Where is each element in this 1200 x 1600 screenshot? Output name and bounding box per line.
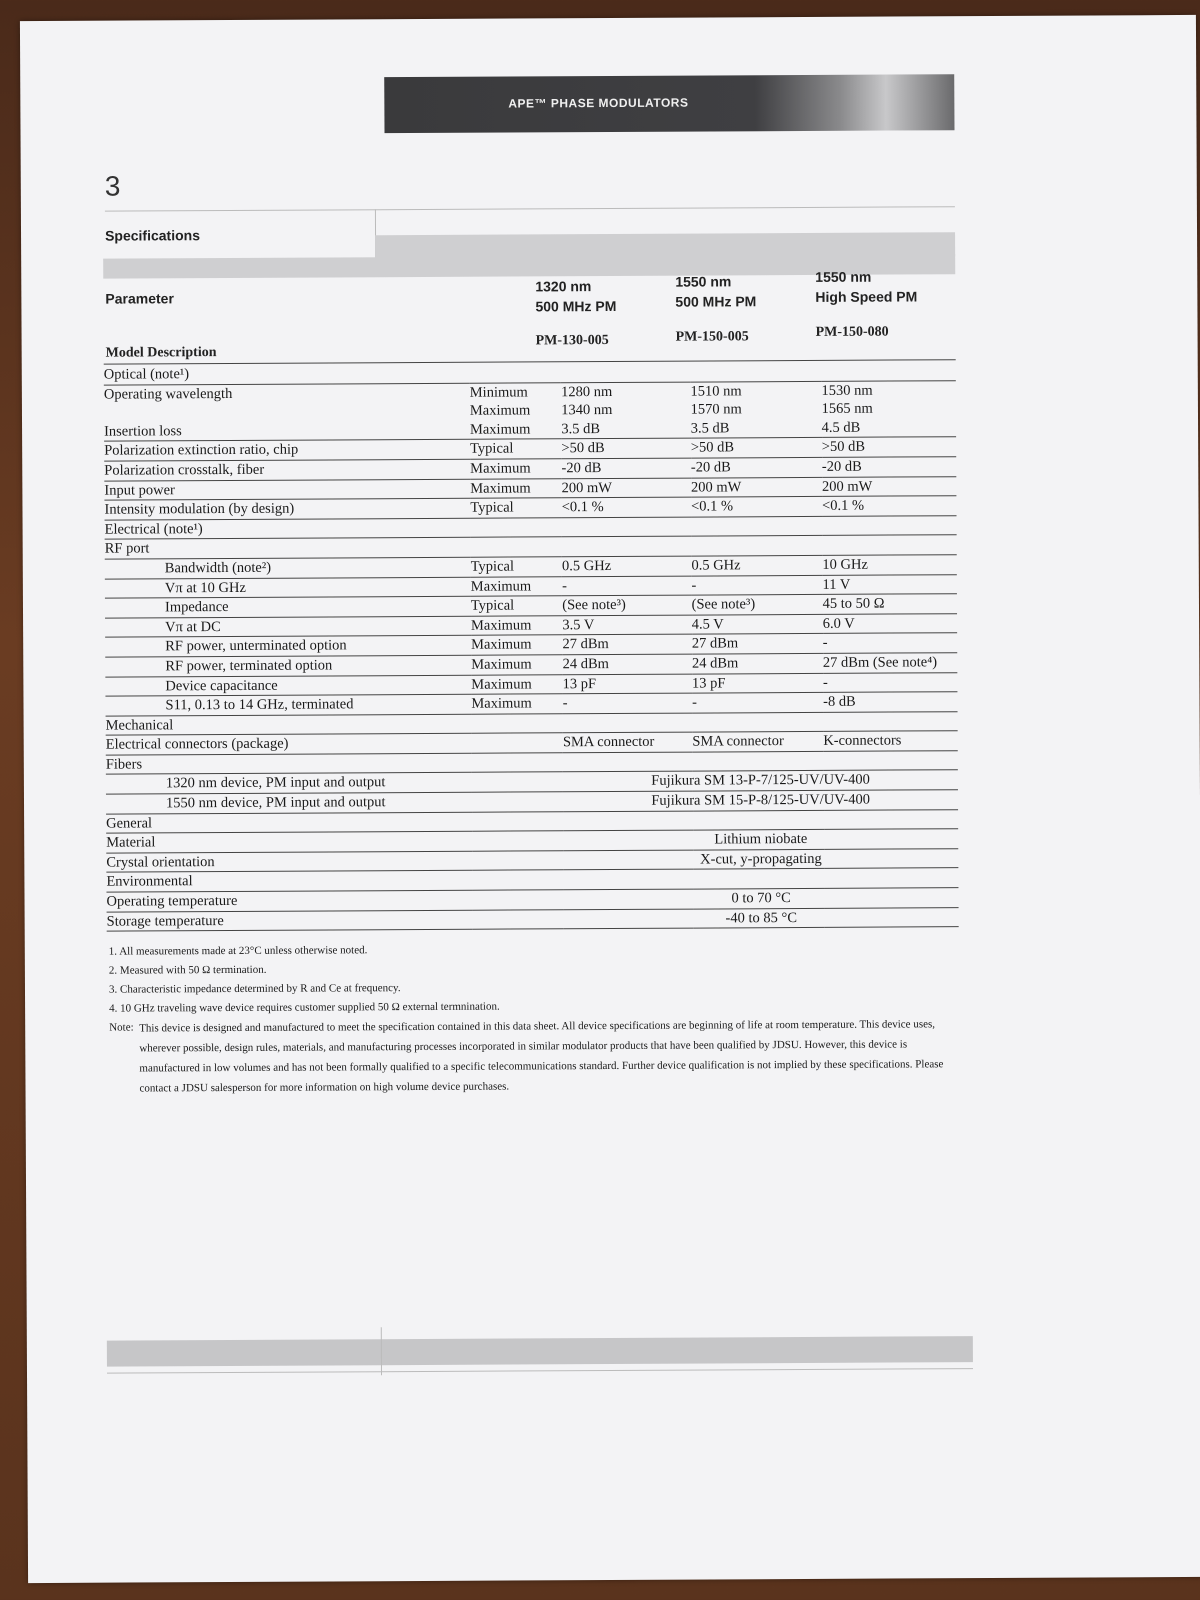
qualifier-cell: Maximum <box>470 459 561 479</box>
parameter-cell <box>104 402 470 423</box>
table-row <box>107 907 959 931</box>
column-header-line: 1550 nm <box>815 268 872 285</box>
qualifier-cell <box>472 909 563 929</box>
value-cell: 200 mW <box>562 478 691 498</box>
parameter-cell: Electrical (note¹) <box>105 518 471 540</box>
value-cell <box>692 751 823 771</box>
parameter-cell: 1320 nm device, PM input and output <box>106 773 472 795</box>
value-cell: >50 dB <box>561 438 690 458</box>
value-cell: 1510 nm <box>690 382 742 400</box>
disclaimer-label: Note: <box>109 1021 134 1034</box>
qualifier-cell: Typical <box>471 596 562 616</box>
parameter-cell: Insertion loss <box>104 421 470 442</box>
value-cell: <0.1 % <box>691 497 822 517</box>
value-cell: 4.5 V <box>692 614 823 634</box>
value-cell: 10 GHz <box>822 555 957 575</box>
parameter-cell: 1550 nm device, PM input and output <box>106 792 472 814</box>
value-cell: 1340 nm <box>561 402 613 419</box>
value-cell: (See note³) <box>562 595 691 615</box>
qualifier-cell: Typical <box>470 439 561 459</box>
disclaimer <box>109 1014 969 1099</box>
column-header-line: 1320 nm <box>535 278 592 295</box>
qualifier-cell <box>470 363 561 383</box>
value-cell <box>691 516 822 536</box>
qualifier-cell <box>471 713 562 733</box>
parameter-cell: RF power, terminated option <box>105 655 471 677</box>
model-col1: PM-130-005 <box>535 333 609 349</box>
value-cell: 1565 nm <box>821 400 873 418</box>
value-cell: 45 to 50 Ω <box>823 594 958 614</box>
parameter-cell: Impedance <box>105 596 471 618</box>
value-cell: 3.5 dB <box>691 419 822 439</box>
value-cell: <0.1 % <box>562 497 691 517</box>
value-cell <box>562 517 691 537</box>
value-cell: 24 dBm <box>692 653 823 673</box>
qualifier-cell <box>472 851 563 871</box>
qualifier-cell <box>472 870 563 890</box>
value-cell: 27 dBm <box>692 634 823 654</box>
divider <box>107 1368 973 1374</box>
value-cell <box>563 752 692 772</box>
value-cell: 24 dBm <box>562 654 691 674</box>
column-header-parameter: Parameter <box>105 290 174 307</box>
page-number: 3 <box>104 170 121 202</box>
value-cell: 27 dBm <box>562 634 691 654</box>
value-cell: -8 dB <box>823 692 958 712</box>
parameter-cell: Polarization extinction ratio, chip <box>104 440 470 462</box>
qualifier-cell: Typical <box>471 557 562 577</box>
qualifier-cell: Maximum <box>471 576 562 596</box>
section-title: Specifications <box>105 227 201 244</box>
value-cell: - <box>691 575 822 595</box>
qualifier-cell: Maximum <box>470 420 561 440</box>
value-cell <box>822 515 957 535</box>
value-cell: 0.5 GHz <box>562 556 691 576</box>
divider <box>105 206 955 211</box>
model-col3: PM-150-080 <box>815 324 889 340</box>
footnote: 1. All measurements made at 23°C unless otherwise noted. <box>108 944 368 958</box>
divider <box>381 1327 382 1375</box>
value-cell: X-cut, y-propagating <box>564 849 959 871</box>
value-cell: (See note³) <box>692 595 823 615</box>
parameter-cell: RF port <box>105 538 471 560</box>
qualifier-cell <box>472 733 563 753</box>
parameter-cell: Electrical connectors (package) <box>106 734 472 756</box>
value-cell: 11 V <box>822 574 957 594</box>
value-cell: SMA connector <box>563 732 692 752</box>
value-cell <box>823 751 958 771</box>
value-cell: - <box>562 576 691 596</box>
value-cell <box>561 363 690 383</box>
value-cell: 4.5 dB <box>822 418 957 438</box>
parameter-cell: Crystal orientation <box>106 851 472 873</box>
value-cell: Lithium niobate <box>563 829 958 851</box>
parameter-cell: Optical (note¹) <box>104 364 470 385</box>
value-cell: -20 dB <box>561 458 690 478</box>
value-cell: 6.0 V <box>823 613 958 633</box>
parameter-cell: Material <box>106 831 472 853</box>
qualifier-cell <box>472 772 563 792</box>
qualifier-cell: Typical <box>470 498 561 518</box>
parameter-cell: Operating temperature <box>106 890 472 912</box>
value-cell: 0 to 70 °C <box>564 888 959 910</box>
qualifier-cell <box>472 890 563 910</box>
value-cell <box>690 362 821 382</box>
value-cell: 1280 nm <box>561 383 613 400</box>
value-cell: 200 mW <box>822 476 957 496</box>
qualifier-cell <box>472 792 563 812</box>
header-banner <box>384 74 954 133</box>
parameter-cell: Operating wavelength <box>103 385 233 403</box>
qualifier-cell: Maximum <box>470 478 561 498</box>
column-header-line: 500 MHz PM <box>535 297 617 315</box>
value-cell: >50 dB <box>691 438 822 458</box>
footnote: 4. 10 GHz traveling wave device requires customer supplied 50 Ω external termnination. <box>109 1000 500 1015</box>
value-cell: 3.5 V <box>562 615 691 635</box>
footnotes <box>109 938 970 1099</box>
footnote: 3. Characteristic impedance determined by R and Ce at frequency. <box>108 982 401 996</box>
qualifier-cell: Minimum <box>469 384 528 401</box>
value-cell <box>823 711 958 731</box>
value-cell: -40 to 85 °C <box>564 907 959 929</box>
qualifier-cell <box>472 811 563 831</box>
value-cell: <0.1 % <box>822 496 957 516</box>
value-cell: - <box>823 633 958 653</box>
value-cell: - <box>563 693 692 713</box>
qualifier-cell <box>472 831 563 851</box>
value-cell: K-connectors <box>823 731 958 751</box>
value-cell: Fujikura SM 13-P-7/125-UV/UV-400 <box>563 770 958 792</box>
qualifier-cell: Maximum <box>471 635 562 655</box>
column-header-3 <box>815 266 917 307</box>
model-description-label: Model Description <box>105 345 217 361</box>
column-header-line: High Speed PM <box>815 288 918 305</box>
value-cell: 1570 nm <box>690 401 742 418</box>
qualifier-cell: Maximum <box>471 674 562 694</box>
value-cell: 200 mW <box>691 477 822 497</box>
parameter-cell: Environmental <box>106 871 472 893</box>
footnote-list <box>109 938 969 1019</box>
column-header-2 <box>675 271 756 311</box>
value-cell: 3.5 dB <box>561 419 690 439</box>
value-cell: 13 pF <box>563 674 692 694</box>
parameter-cell: S11, 0.13 to 14 GHz, terminated <box>105 694 471 716</box>
value-cell: - <box>823 672 958 692</box>
value-cell <box>692 712 823 732</box>
qualifier-cell <box>472 753 563 773</box>
specifications-table <box>104 361 959 932</box>
value-cell: Fujikura SM 15-P-8/125-UV/UV-400 <box>563 790 958 812</box>
document-page <box>20 15 1200 1583</box>
value-cell <box>822 535 957 555</box>
value-cell <box>564 868 959 890</box>
parameter-cell: Vπ at DC <box>105 616 471 638</box>
value-cell: 13 pF <box>692 673 823 693</box>
value-cell: 0.5 GHz <box>691 555 822 575</box>
value-cell <box>691 536 822 556</box>
value-cell <box>562 536 691 556</box>
value-cell: >50 dB <box>822 437 957 457</box>
footnote: 2. Measured with 50 Ω termination. <box>108 963 267 977</box>
parameter-cell: Fibers <box>106 753 472 775</box>
qualifier-cell: Maximum <box>469 402 531 419</box>
parameter-cell: Device capacitance <box>105 675 471 697</box>
parameter-cell: Polarization crosstalk, fiber <box>104 459 470 481</box>
column-header-line: 500 MHz PM <box>675 293 757 310</box>
banner-title: APE™ PHASE MODULATORS <box>508 95 689 111</box>
value-cell: -20 dB <box>822 457 957 477</box>
footer-band <box>107 1336 973 1367</box>
value-cell: 27 dBm (See note⁴) <box>823 653 958 673</box>
parameter-cell: Intensity modulation (by design) <box>104 498 470 520</box>
parameter-cell: Input power <box>104 479 470 501</box>
column-header-line: 1550 nm <box>675 273 732 290</box>
qualifier-cell <box>471 537 562 557</box>
value-cell: - <box>692 692 823 712</box>
parameter-cell: Vπ at 10 GHz <box>105 577 471 599</box>
qualifier-cell <box>470 518 561 538</box>
parameter-cell: Bandwidth (note²) <box>105 557 471 579</box>
value-cell: 1530 nm <box>821 382 873 399</box>
model-col2: PM-150-005 <box>675 329 749 345</box>
value-cell <box>563 809 958 831</box>
qualifier-cell: Maximum <box>471 694 562 714</box>
column-header-1 <box>535 276 616 316</box>
parameter-cell: Mechanical <box>106 714 472 736</box>
qualifier-cell: Maximum <box>471 655 562 675</box>
disclaimer-text: This device is designed and manufactured to meet the specification contained in this data sheet. All device specifications are beginning of life at room temperature. This device uses, wherever possible, design rules, materials, and manufacturing processes incorporated in similar modulator products that have been qualified by JDSU. However, this device is manufactured in low volumes and has not been formally qualified to a specific telecommunications standard. Further device qualification is not implied by these specifications. Please contact a JDSU salesperson for more information on high volume device purchases. <box>139 1018 944 1095</box>
value-cell <box>821 361 956 381</box>
parameter-cell: Storage temperature <box>107 910 473 932</box>
value-cell: SMA connector <box>692 732 823 752</box>
value-cell <box>563 713 692 733</box>
parameter-cell: RF power, unterminated option <box>105 636 471 658</box>
value-cell: -20 dB <box>691 457 822 477</box>
parameter-cell: General <box>106 812 472 834</box>
qualifier-cell: Maximum <box>471 615 562 635</box>
